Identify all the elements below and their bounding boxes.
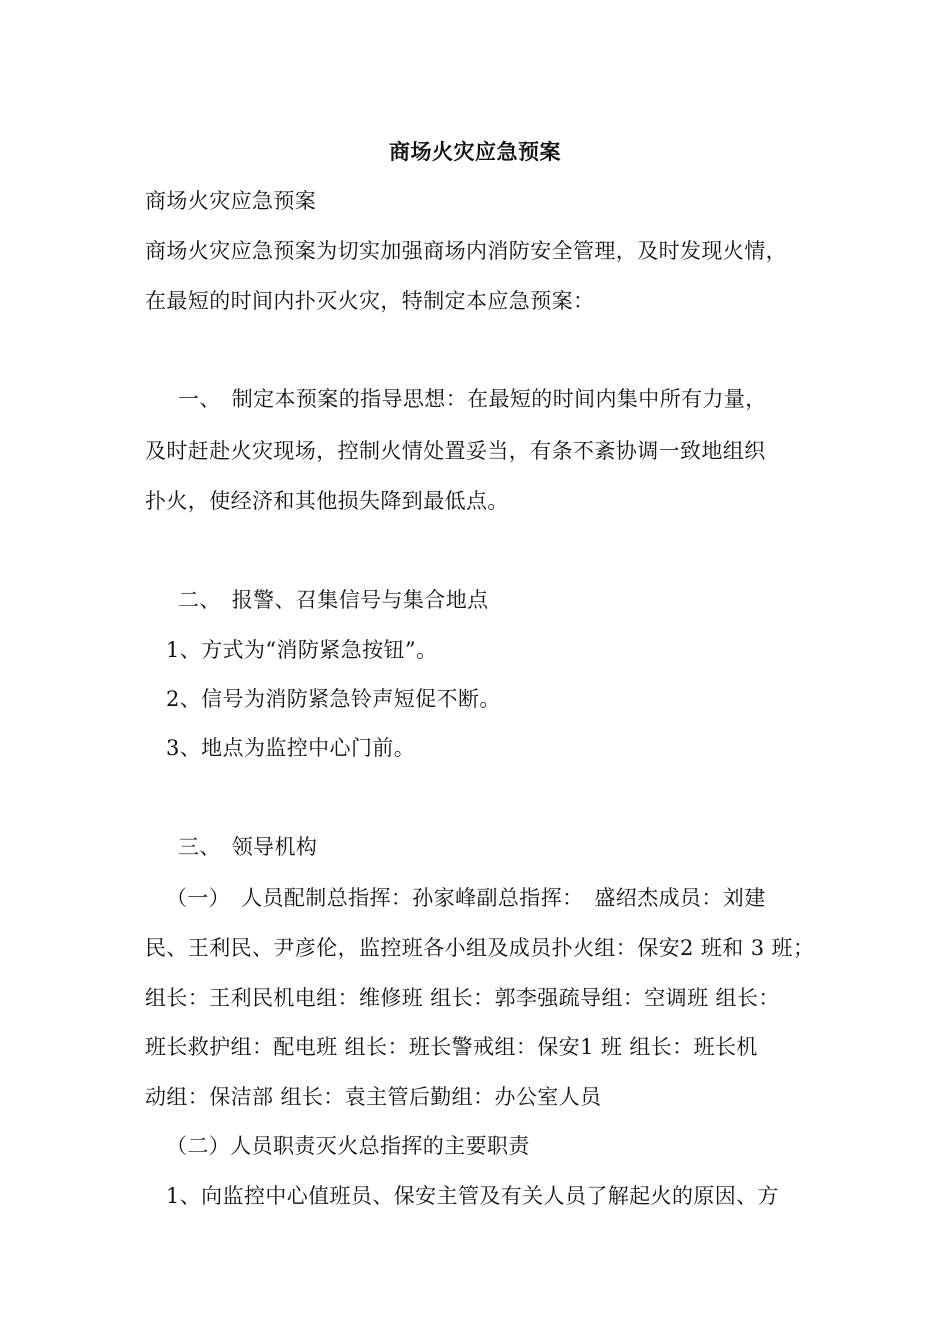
list-item: 1、方式为“消防紧急按钮”。: [166, 638, 438, 662]
section-heading-2: 二、 报警、召集信号与集合地点: [178, 588, 489, 612]
paragraph-line: （一） 人员配制总指挥：孙家峰副总指挥： 盛绍杰成员：刘建: [166, 886, 766, 910]
paragraph-line: 民、王利民、尹彦伦，监控班各小组及成员扑火组：保安2 班和 3 班；: [145, 936, 815, 960]
intro-line: 商场火灾应急预案为切实加强商场内消防安全管理，及时发现火情，: [145, 239, 787, 263]
paragraph-line: 及时赶赴火灾现场，控制火情处置妥当，有条不紊协调一致地组织: [145, 439, 766, 463]
list-item: 1、向监控中心值班员、保安主管及有关人员了解起火的原因、方: [166, 1184, 779, 1208]
paragraph-line: 班长救护组：配电班 组长：班长警戒组：保安1 班 组长：班长机: [145, 1035, 758, 1059]
document-title: 商场火灾应急预案: [389, 139, 561, 164]
list-item: 2、信号为消防紧急铃声短促不断。: [166, 687, 501, 711]
section-heading-3: 三、 领导机构: [178, 835, 318, 859]
intro-line: 在最短的时间内扑灭火灾，特制定本应急预案：: [145, 289, 595, 313]
list-item: 3、地点为监控中心门前。: [166, 736, 416, 760]
paragraph-line: 动组：保洁部 组长：袁主管后勤组：办公室人员: [145, 1085, 602, 1109]
subtitle-line: 商场火灾应急预案: [145, 189, 317, 213]
paragraph-line: 组长：王利民机电组：维修班 组长：郭李强疏导组：空调班 组长：: [145, 986, 780, 1010]
section-heading-1: 一、 制定本预案的指导思想：在最短的时间内集中所有力量，: [178, 387, 767, 411]
paragraph-line: 扑火，使经济和其他损失降到最低点。: [145, 489, 509, 513]
subsection-heading: （二）人员职责灭火总指挥的主要职责: [166, 1134, 530, 1158]
